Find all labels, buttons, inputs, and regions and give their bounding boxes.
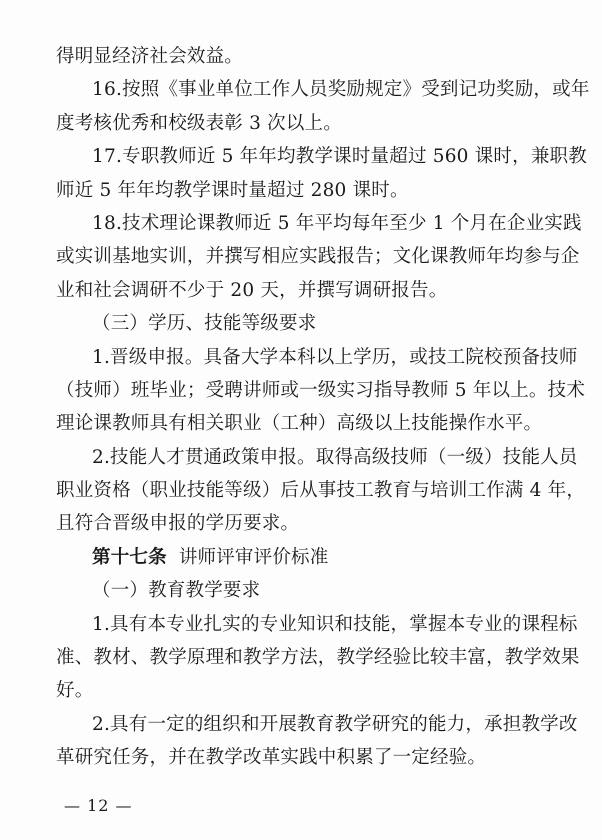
text-line: 18.技术理论课教师近 5 年平均每年至少 1 个月在企业实践 bbox=[92, 212, 582, 234]
article-label: 第十七条 bbox=[92, 546, 167, 568]
text-line: 理论课教师具有相关职业（工种）高级以上技能操作水平。 bbox=[56, 413, 543, 435]
text-line: 2.具有一定的组织和开展教育教学研究的能力，承担教学改 bbox=[92, 713, 578, 735]
text-line: 17.专职教师近 5 年年均教学课时量超过 560 课时，兼职教 bbox=[92, 146, 587, 168]
text-line: 16.按照《事业单位工作人员奖励规定》受到记功奖励，或年 bbox=[92, 79, 590, 101]
text-line: 1.晋级申报。具备大学本科以上学历，或技工院校预备技师 bbox=[92, 346, 578, 368]
text-line: 或实训基地实训，并撰写相应实践报告；文化课教师年均参与企 bbox=[56, 246, 580, 268]
article-title: 讲师评审评价标准 bbox=[178, 546, 329, 568]
section-heading: （一）教育教学要求 bbox=[92, 580, 261, 602]
text-line: 2.技能人才贯通政策申报。取得高级技师（一级）技能人员 bbox=[92, 446, 578, 468]
text-line: 职业资格（职业技能等级）后从事技工教育与培训工作满 4 年， bbox=[56, 480, 586, 502]
text-line: 1.具有本专业扎实的专业知识和技能，掌握本专业的课程标 bbox=[92, 613, 578, 635]
section-heading: （三）学历、技能等级要求 bbox=[92, 313, 317, 335]
document-body bbox=[56, 40, 590, 775]
article-heading bbox=[56, 541, 566, 574]
text-line: （技师）班毕业；受聘讲师或一级实习指导教师 5 年以上。技术 bbox=[56, 379, 586, 401]
text-line: 革研究任务，并在教学改革实践中积累了一定经验。 bbox=[56, 747, 487, 769]
text-line: 好。 bbox=[56, 680, 94, 702]
text-line: 且符合晋级申报的学历要求。 bbox=[56, 513, 300, 535]
text-line: 业和社会调研不少于 20 天，并撰写调研报告。 bbox=[56, 279, 448, 301]
text-line: 得明显经济社会效益。 bbox=[56, 46, 244, 67]
text-line: 度考核优秀和校级表彰 3 次以上。 bbox=[56, 112, 342, 134]
page-number: — 12 — bbox=[64, 796, 133, 815]
text-line: 师近 5 年年均教学课时量超过 280 课时。 bbox=[56, 179, 409, 201]
text-line: 准、教材、教学原理和教学方法，教学经验比较丰富，教学效果 bbox=[56, 647, 580, 669]
